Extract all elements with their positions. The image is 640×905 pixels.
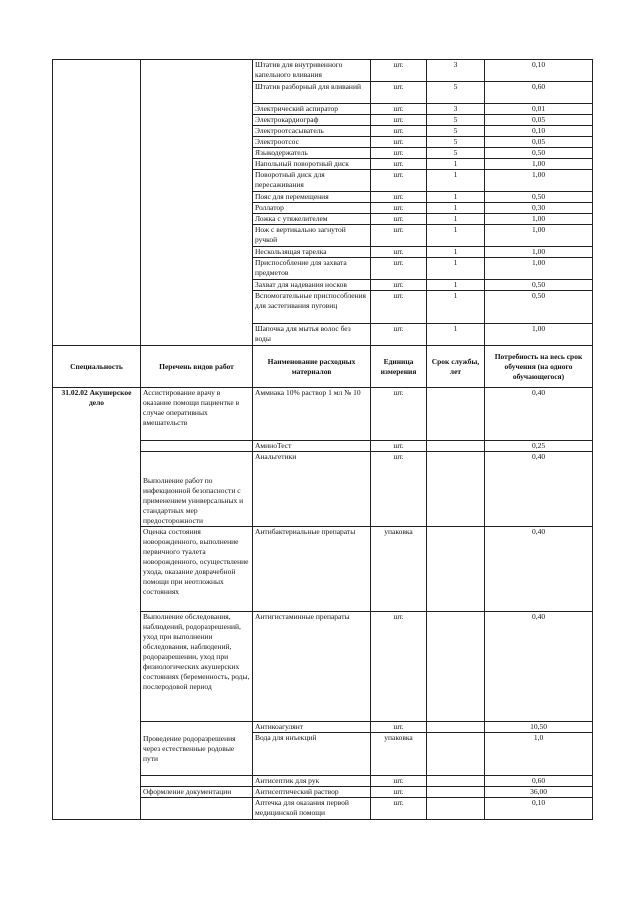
material-unit: шт. bbox=[371, 798, 427, 820]
item-life: 5 bbox=[427, 115, 485, 126]
header-life: Срок службы, лет bbox=[427, 346, 485, 388]
material-qty: 0,60 bbox=[485, 776, 593, 787]
item-unit: шт. bbox=[371, 203, 427, 214]
item-unit: шт. bbox=[371, 225, 427, 247]
item-life: 1 bbox=[427, 192, 485, 203]
item-name: Вспомогательные приспособления для застегивания пуговиц bbox=[253, 291, 371, 324]
material-qty: 10,50 bbox=[485, 722, 593, 733]
item-life: 5 bbox=[427, 126, 485, 137]
materials-table bbox=[52, 59, 593, 820]
item-life: 1 bbox=[427, 159, 485, 170]
material-name: Аммиака 10% раствор 1 мл № 10 bbox=[253, 388, 371, 441]
item-name: Пояс для перемещения bbox=[253, 192, 371, 203]
material-qty: 0,25 bbox=[485, 441, 593, 452]
material-qty: 0,40 bbox=[485, 388, 593, 441]
material-unit: шт. bbox=[371, 776, 427, 787]
material-name: Антикоагулянт bbox=[253, 722, 371, 733]
item-unit: шт. bbox=[371, 148, 427, 159]
material-life bbox=[427, 527, 485, 612]
header-need: Потребность на весь срок обучения (на одного обучающегося) bbox=[485, 346, 593, 388]
material-qty: 0,40 bbox=[485, 527, 593, 612]
material-name: Антисептический раствор bbox=[253, 787, 371, 798]
material-unit: упаковка bbox=[371, 527, 427, 612]
item-name: Электроотсасыватель bbox=[253, 126, 371, 137]
material-name: Анальгетики bbox=[253, 452, 371, 527]
item-unit: шт. bbox=[371, 324, 427, 346]
material-name: Аптечка для оказания первой медицинской помощи bbox=[253, 798, 371, 820]
item-life: 1 bbox=[427, 280, 485, 291]
item-name: Электроотсос bbox=[253, 137, 371, 148]
item-name: Шапочка для мытья волос без воды bbox=[253, 324, 371, 346]
item-qty: 1,00 bbox=[485, 324, 593, 346]
material-unit: шт. bbox=[371, 388, 427, 441]
work-item: Выполнение работ по инфекционной безопасности с применением универсальных и стандартных мер предосторожности bbox=[141, 452, 253, 527]
item-life: 1 bbox=[427, 203, 485, 214]
material-life bbox=[427, 733, 485, 776]
header-specialty: Специальность bbox=[53, 346, 141, 388]
item-life: 1 bbox=[427, 324, 485, 346]
item-life: 1 bbox=[427, 170, 485, 192]
item-unit: шт. bbox=[371, 280, 427, 291]
item-qty: 1,00 bbox=[485, 258, 593, 280]
item-qty: 0,50 bbox=[485, 148, 593, 159]
item-name: Штатив для внутривенного капельного вливания bbox=[253, 60, 371, 82]
material-qty: 0,40 bbox=[485, 452, 593, 527]
item-life: 1 bbox=[427, 247, 485, 258]
header-works: Перечень видов работ bbox=[141, 346, 253, 388]
work-item: Проведение родоразрешения через естественные родовые пути bbox=[141, 722, 253, 776]
material-qty: 1,0 bbox=[485, 733, 593, 776]
blank-works-cell bbox=[141, 60, 253, 346]
item-unit: шт. bbox=[371, 192, 427, 203]
material-name: Антисептик для рук bbox=[253, 776, 371, 787]
work-item: Оценка состояния новорожденного, выполнение первичного туалета новорожденного, осуществление ухода, оказание доврачебной помощи при неотложных состояниях bbox=[141, 527, 253, 612]
item-name: Захват для надевания носков bbox=[253, 280, 371, 291]
equipment-rows bbox=[53, 60, 593, 346]
item-name: Штатив разборный для вливаний bbox=[253, 82, 371, 104]
material-life bbox=[427, 441, 485, 452]
material-qty: 0,40 bbox=[485, 612, 593, 722]
material-life bbox=[427, 612, 485, 722]
item-name: Ложка с утяжелителем bbox=[253, 214, 371, 225]
material-unit: шт. bbox=[371, 452, 427, 527]
item-qty: 0,05 bbox=[485, 137, 593, 148]
item-qty: 1,00 bbox=[485, 170, 593, 192]
item-unit: шт. bbox=[371, 82, 427, 104]
material-name: Антигистаминные препараты bbox=[253, 612, 371, 722]
item-name: Поворотный диск для пересаживания bbox=[253, 170, 371, 192]
table-row bbox=[53, 60, 593, 82]
item-qty: 0,50 bbox=[485, 280, 593, 291]
item-name: Напольный поворотный диск bbox=[253, 159, 371, 170]
item-qty: 0,01 bbox=[485, 104, 593, 115]
work-item-empty bbox=[141, 441, 253, 452]
item-unit: шт. bbox=[371, 159, 427, 170]
item-qty: 1,00 bbox=[485, 214, 593, 225]
item-name: Нескользящая тарелка bbox=[253, 247, 371, 258]
item-qty: 0,50 bbox=[485, 192, 593, 203]
material-unit: упаковка bbox=[371, 733, 427, 776]
item-qty: 1,00 bbox=[485, 159, 593, 170]
table-row bbox=[53, 388, 593, 441]
item-qty: 1,00 bbox=[485, 247, 593, 258]
item-life: 1 bbox=[427, 214, 485, 225]
header-row bbox=[53, 346, 593, 388]
blank-specialty-cell bbox=[53, 60, 141, 346]
item-unit: шт. bbox=[371, 104, 427, 115]
item-unit: шт. bbox=[371, 137, 427, 148]
item-name: Нож с вертикально загнутой ручкой bbox=[253, 225, 371, 247]
material-name: Вода для инъекций bbox=[253, 733, 371, 776]
item-name: Языкодержатель bbox=[253, 148, 371, 159]
material-unit: шт. bbox=[371, 787, 427, 798]
material-unit: шт. bbox=[371, 722, 427, 733]
work-item-empty bbox=[141, 776, 253, 787]
item-life: 5 bbox=[427, 82, 485, 104]
work-item-empty bbox=[141, 798, 253, 820]
item-qty: 0,10 bbox=[485, 60, 593, 82]
item-qty: 0,50 bbox=[485, 291, 593, 324]
item-unit: шт. bbox=[371, 170, 427, 192]
item-qty: 0,30 bbox=[485, 203, 593, 214]
table-header bbox=[53, 346, 593, 388]
specialty-cell: 31.02.02 Акушерское дело bbox=[53, 388, 141, 820]
item-life: 3 bbox=[427, 60, 485, 82]
material-life bbox=[427, 798, 485, 820]
item-qty: 0,05 bbox=[485, 115, 593, 126]
item-qty: 0,10 bbox=[485, 126, 593, 137]
work-item: Ассистирование врачу в оказание помощи пациентке в случае оперативных вмешательств bbox=[141, 388, 253, 441]
material-unit: шт. bbox=[371, 441, 427, 452]
item-name: Роллатор bbox=[253, 203, 371, 214]
item-life: 5 bbox=[427, 148, 485, 159]
materials-table-frame bbox=[52, 59, 593, 820]
material-unit: шт. bbox=[371, 612, 427, 722]
material-name: АминоТест bbox=[253, 441, 371, 452]
material-life bbox=[427, 452, 485, 527]
item-life: 1 bbox=[427, 225, 485, 247]
material-life bbox=[427, 776, 485, 787]
material-qty: 36,00 bbox=[485, 787, 593, 798]
item-qty: 0,60 bbox=[485, 82, 593, 104]
item-life: 1 bbox=[427, 291, 485, 324]
item-unit: шт. bbox=[371, 60, 427, 82]
item-life: 1 bbox=[427, 258, 485, 280]
consumables-rows bbox=[53, 388, 593, 820]
item-name: Приспособление для захвата предметов bbox=[253, 258, 371, 280]
item-life: 5 bbox=[427, 137, 485, 148]
header-material: Наименование расходных материалов bbox=[253, 346, 371, 388]
item-name: Электрокардиограф bbox=[253, 115, 371, 126]
item-unit: шт. bbox=[371, 247, 427, 258]
material-life bbox=[427, 388, 485, 441]
item-unit: шт. bbox=[371, 126, 427, 137]
material-life bbox=[427, 787, 485, 798]
item-unit: шт. bbox=[371, 258, 427, 280]
material-qty: 0,10 bbox=[485, 798, 593, 820]
item-name: Электрический аспиратор bbox=[253, 104, 371, 115]
header-unit: Единица измерения bbox=[371, 346, 427, 388]
work-item: Выполнение обследования, наблюдений, родоразрешений, уход при выполнении обследования, наблюдений, родоразрешении, уход при физиологических акушерских состояниях (беременность, роды, послеродовой период bbox=[141, 612, 253, 722]
material-life bbox=[427, 722, 485, 733]
work-item: Оформление документации bbox=[141, 787, 253, 798]
item-unit: шт. bbox=[371, 115, 427, 126]
item-unit: шт. bbox=[371, 214, 427, 225]
material-name: Антибактериальные препараты bbox=[253, 527, 371, 612]
item-life: 3 bbox=[427, 104, 485, 115]
item-qty: 1,00 bbox=[485, 225, 593, 247]
item-unit: шт. bbox=[371, 291, 427, 324]
